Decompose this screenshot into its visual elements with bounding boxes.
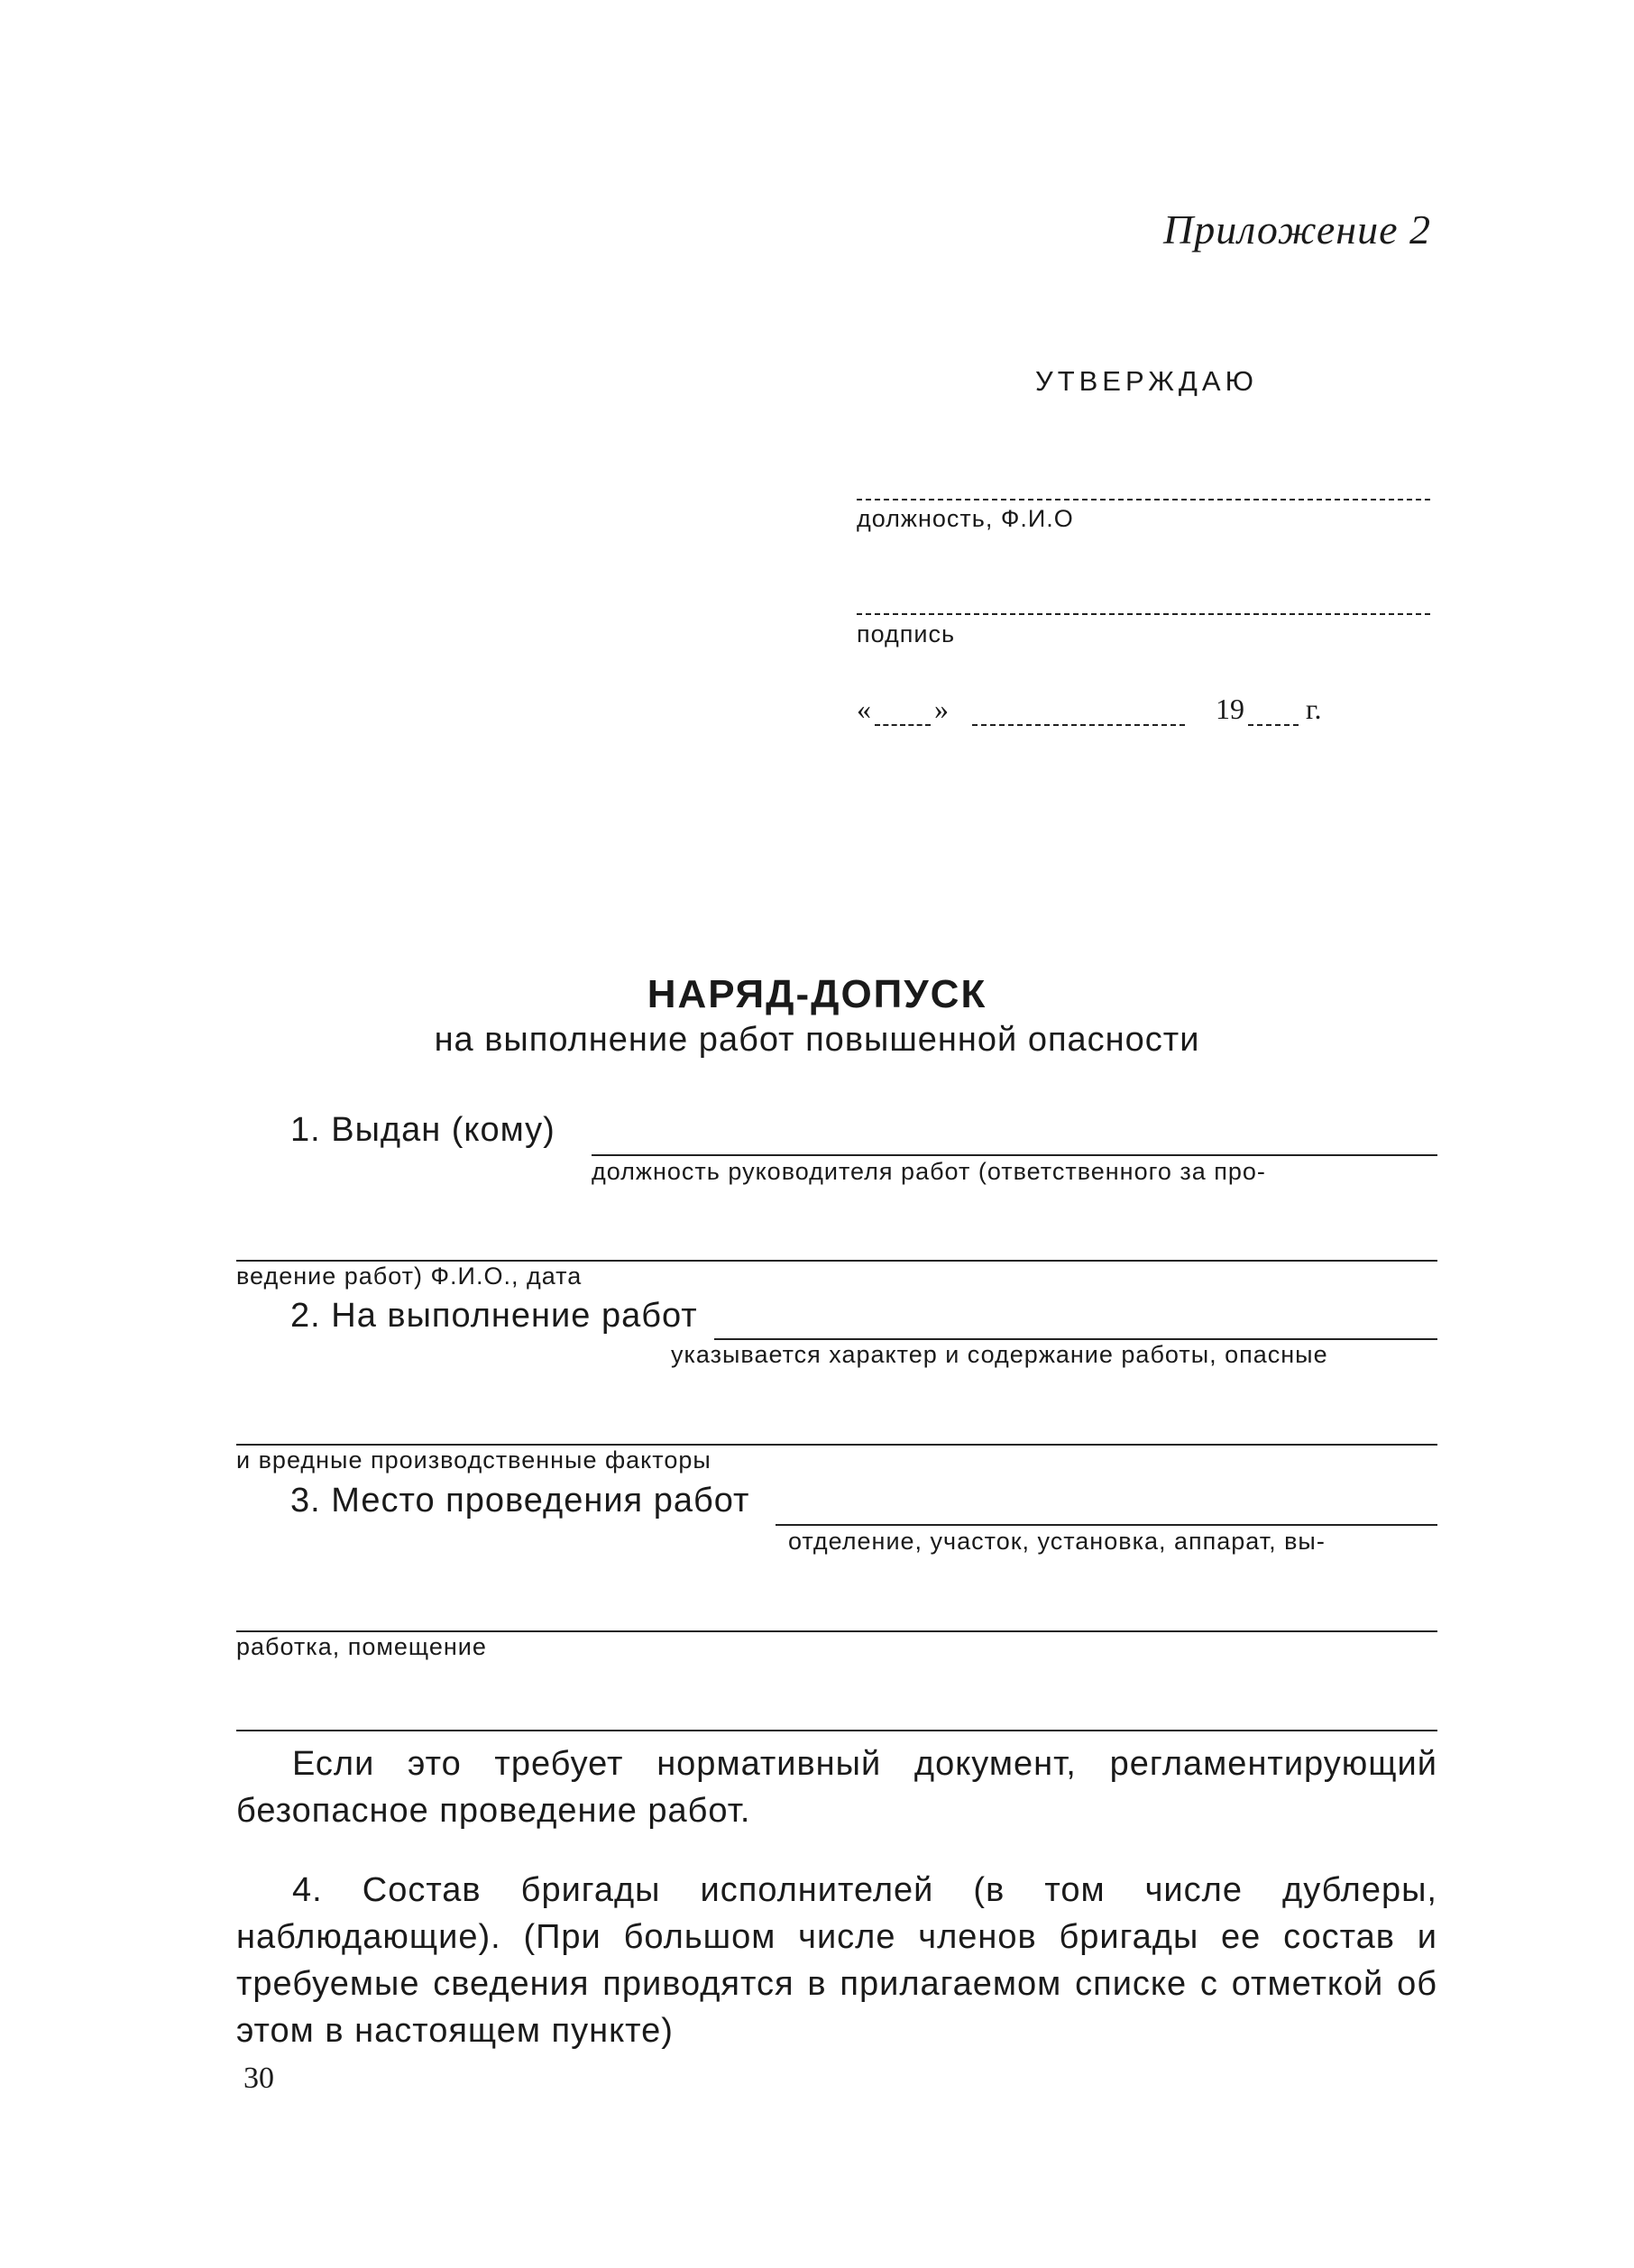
field-issued-to-label: 1. Выдан (кому) [290, 1111, 555, 1149]
field-issued-to-hint-2: ведение работ) Ф.И.О., дата [236, 1263, 583, 1290]
date-close-quote: » [934, 693, 949, 725]
document-subtitle: на выполнение работ повышенной опасности [434, 1021, 1200, 1059]
field-work-hint: указывается характер и содержание работы, опасные [671, 1341, 1328, 1368]
position-line[interactable] [857, 499, 1430, 500]
field-work-label: 2. На выполнение работ [290, 1297, 698, 1335]
year-blank[interactable] [1248, 699, 1299, 726]
date-open-quote: « [857, 693, 871, 725]
position-caption: должность, Ф.И.О [857, 505, 1074, 532]
field-work-line[interactable] [714, 1338, 1437, 1340]
approval-date [857, 693, 1322, 726]
field-location-line[interactable] [776, 1524, 1437, 1526]
field-location-hint: отделение, участок, установка, аппарат, вы- [788, 1528, 1326, 1555]
field-location-label: 3. Место проведения работ [290, 1482, 750, 1520]
page-number: 30 [243, 2061, 274, 2095]
document-title: НАРЯД-ДОПУСК [647, 972, 987, 1016]
field-issued-to-line[interactable] [592, 1154, 1437, 1156]
month-blank[interactable] [972, 699, 1185, 726]
signature-line[interactable] [857, 613, 1430, 615]
field-issued-to-line-2[interactable] [236, 1260, 1437, 1262]
approve-heading: УТВЕРЖДАЮ [1035, 365, 1258, 397]
year-prefix: 19 [1216, 693, 1244, 725]
appendix-label: Приложение 2 [1163, 207, 1432, 253]
field-location-hint-2: работка, помещение [236, 1633, 487, 1660]
field-location-line-2[interactable] [236, 1630, 1437, 1632]
year-suffix: г. [1306, 693, 1322, 725]
field-issued-to-hint: должность руководителя работ (ответственного за про- [592, 1158, 1266, 1185]
footnote-separator [236, 1730, 1437, 1731]
field-work-hint-2: и вредные производственные факторы [236, 1446, 711, 1474]
day-blank[interactable] [875, 699, 931, 726]
note-paragraph: Если это требует нормативный документ, регламентирующий безопасное проведение работ. [236, 1745, 1437, 1830]
signature-caption: подпись [857, 620, 956, 647]
field-work-line-2[interactable] [236, 1444, 1437, 1446]
item-4-paragraph: 4. Состав бригады исполнителей (в том числе дублеры, наблюдающие). (При большом числе членов бригады ее состав и требуемые сведения приводятся в прилагаемом списке с отметкой об этом в настоящем пункте) [236, 1871, 1437, 2050]
